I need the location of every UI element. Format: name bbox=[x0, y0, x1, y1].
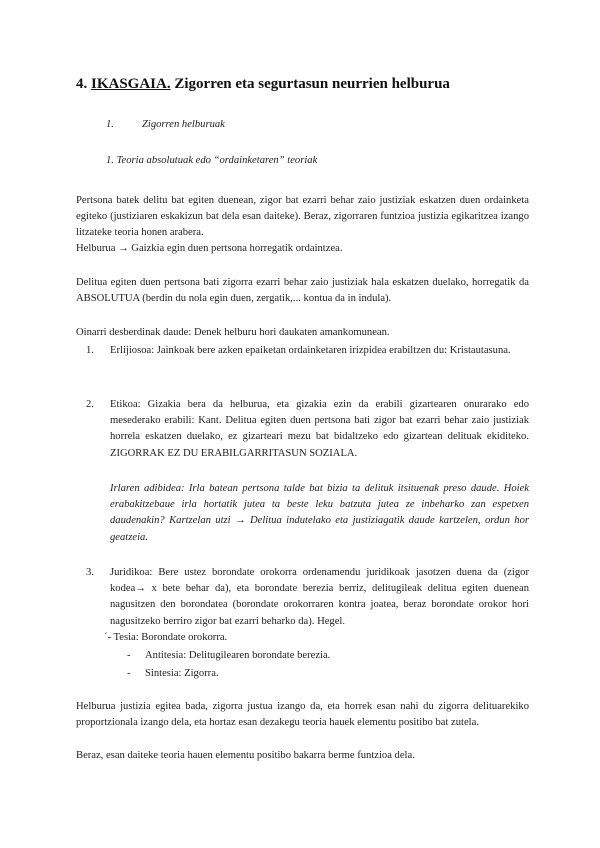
conclusion-paragraph: Helburua justizia egitea bada, zigorra justua izango da, eta horrek esan nahi du zigorra delituarekiko proportzionala izango dela, eta hortaz esan dezakegu teoria hauek elementu positibo bat zutela. bbox=[76, 701, 529, 729]
section-number: 1. bbox=[106, 119, 114, 130]
paragraph-goal: Helburua → Gaizkia egin duen pertsona horregatik ordaintzea. bbox=[76, 243, 343, 254]
section-heading bbox=[106, 117, 225, 133]
list-item bbox=[86, 343, 529, 359]
sub-list-item-text: Sintesia: Zigorra. bbox=[145, 668, 219, 679]
title-number: 4. bbox=[76, 76, 88, 92]
subsection-heading: 1. Teoria absolutuak edo “ordainketaren” teoriak bbox=[106, 155, 318, 166]
sub-list-item bbox=[127, 648, 507, 664]
paragraph: Pertsona batek delitu bat egiten duenean, zigor bat ezarri behar zaio justiziak eskatzen duen ordainketa egiteko (justiziaren eskakizun bat dela esan daiteke). Beraz, zigorraren funtzioa justizia egikaritzea izango litzateke teoria honen arabera. bbox=[76, 195, 529, 239]
list-item bbox=[86, 565, 529, 630]
title-lesson: IKASGAIA. bbox=[91, 76, 171, 92]
paragraph: Oinarri desberdinak daude: Denek helburu hori daukaten amankomunean. bbox=[76, 327, 390, 338]
page-title bbox=[76, 75, 546, 93]
title-text: Zigorren eta segurtasun neurrien helburua bbox=[174, 76, 450, 92]
sub-list-item bbox=[127, 666, 507, 682]
list-item-number: 3. bbox=[86, 567, 94, 578]
example-paragraph: Irlaren adibidea: Irla batean pertsona talde bat bizia ta delituk itsituenak preso daude. Hoiek erabakitzebaue irla hortatik jutea ta beste leku batzuta jutea ze inbeharko zan espetxen daudenakin? Kartzelan utzi → Delitua indutelako eta justiziagatik daude kartzelen, ordun hor geatzeia. bbox=[110, 483, 529, 543]
dash-bullet: - bbox=[127, 650, 131, 661]
dash-bullet: - bbox=[127, 668, 131, 679]
list-item bbox=[86, 397, 529, 462]
list-item-text: Erlijiosoa: Jainkoak bere azken epaiketan ordainketaren irizpidea erabiltzen du: Kristautasuna. bbox=[110, 345, 511, 356]
paragraph: Delitua egiten duen pertsona bati zigorra ezarri behar zaio justiziak hala eskatzen duelako, horregatik da ABSOLUTUA (berdin du nola egin duen, zergatik,... kontua da in indula). bbox=[76, 277, 529, 305]
thesis-line: ´- Tesia: Borondate orokorra. bbox=[104, 632, 228, 643]
list-item-text: Etikoa: Gizakia bera da helburua, eta gizakia ezin da erabili gizartearen onurarako edo mesederako erabili: Kant. Delitua egiten duen pertsona bati zigor bat ezarri behar zaio justiziak horrela eskatzen duelako, ez gizarteari mezu bat bidaltzeko edo gizartean delituak ekiditeko. ZIGORRAK EZ DU ERABILGARRITASUN SOZIALA. bbox=[110, 399, 529, 459]
list-item-number: 2. bbox=[86, 399, 94, 410]
sub-list-item-text: Antitesia: Delitugilearen borondate berezia. bbox=[145, 650, 331, 661]
conclusion-final: Beraz, esan daiteke teoria hauen elementu positibo bakarra berme funtzioa dela. bbox=[76, 750, 415, 761]
section-label: Zigorren helburuak bbox=[142, 119, 225, 130]
list-item-number: 1. bbox=[86, 345, 94, 356]
list-item-text: Juridikoa: Bere ustez borondate orokorra ordenamendu juridikoak jasotzen duena da (zigor kodea→ x bete behar da), eta borondate berezia berriz, delitugileak delitua egiten duenean nagusitzen den borondatea (borondate orokorraren kontra joatea, beraz borondate orokor hori nagusitzeko berriro zigor bat ezarri beharko da). Hegel. bbox=[110, 567, 529, 627]
